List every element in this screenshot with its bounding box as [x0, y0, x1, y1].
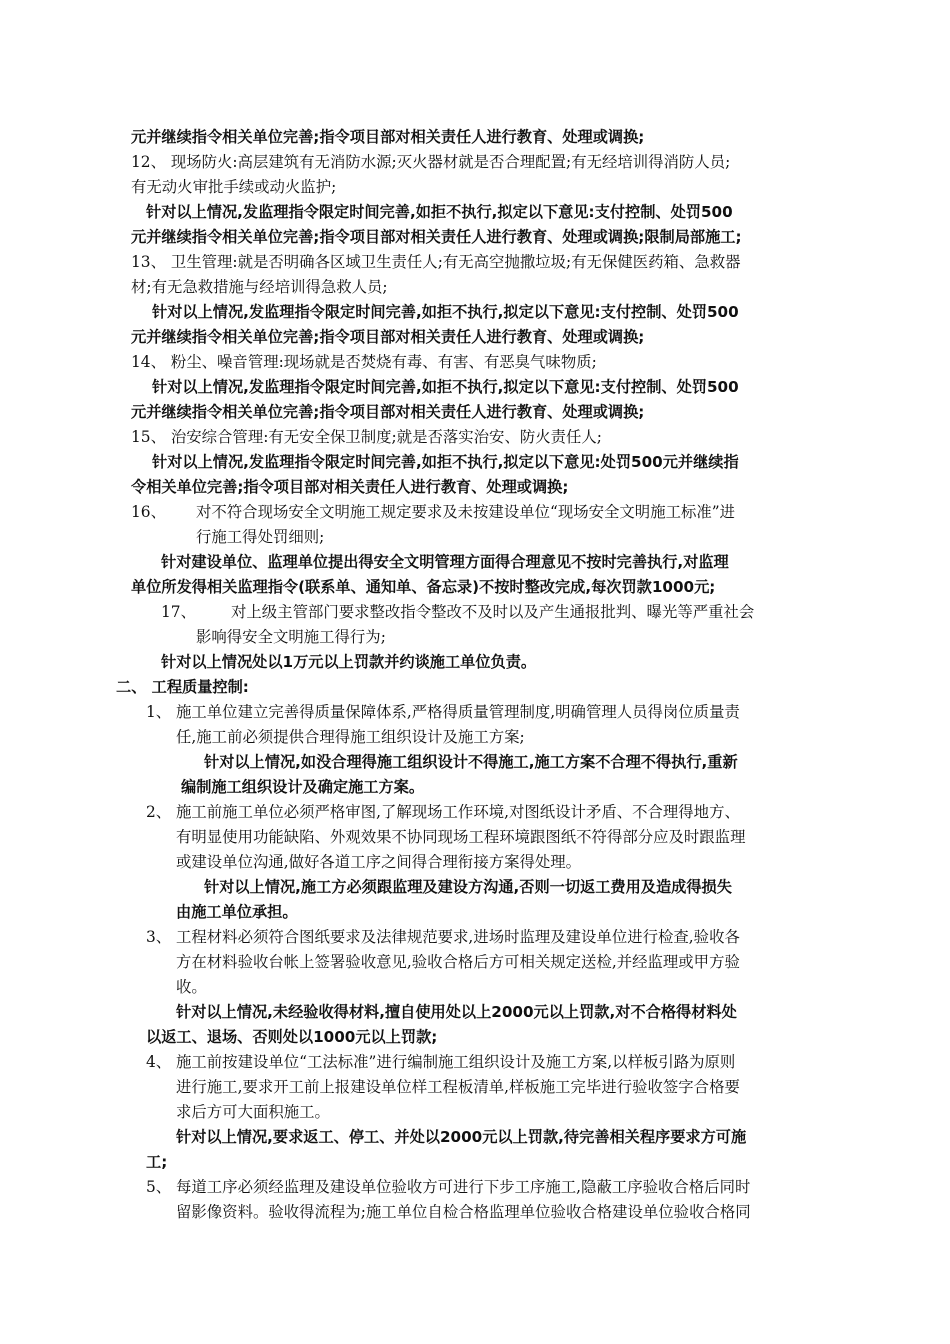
- text-line: 由施工单位承担。: [176, 903, 298, 921]
- text-line: 针对以上情况,发监理指令限定时间完善,如拒不执行,拟定以下意见:支付控制、处罚500: [152, 378, 739, 396]
- text-line: 对上级主管部门要求整改指令整改不及时以及产生通报批判、曝光等严重社会: [231, 603, 755, 621]
- text-line: 每道工序必须经监理及建设单位验收方可进行下步工序施工,隐蔽工序验收合格后同时: [176, 1178, 751, 1196]
- list-number: 2、: [146, 803, 172, 821]
- text-line: 元并继续指令相关单位完善;指令项目部对相关责任人进行教育、处理或调换;: [131, 328, 645, 346]
- list-number: 16、: [131, 503, 166, 521]
- list-number: 1、: [146, 703, 172, 721]
- text-line: 令相关单位完善;指令项目部对相关责任人进行教育、处理或调换;: [131, 478, 569, 496]
- text-line: 针对以上情况,如没合理得施工组织设计不得施工,施工方案不合理不得执行,重新: [204, 753, 738, 771]
- text-line: 工程材料必须符合图纸要求及法律规范要求,进场时监理及建设单位进行检查,验收各: [176, 928, 740, 946]
- text-line: 施工前按建设单位“工法标准”进行编制施工组织设计及施工方案,以样板引路为原则: [176, 1053, 736, 1071]
- text-line: 影响得安全文明施工得行为;: [196, 628, 386, 646]
- text-line: 15、 治安综合管理:有无安全保卫制度;就是否落实治安、防火责任人;: [131, 428, 602, 446]
- text-line: 留影像资料。验收得流程为;施工单位自检合格监理单位验收合格建设单位验收合格同: [176, 1203, 751, 1221]
- text-line: 元并继续指令相关单位完善;指令项目部对相关责任人进行教育、处理或调换;: [131, 128, 645, 146]
- text-line: 针对以上情况,未经验收得材料,擅自使用处以上2000元以上罚款,对不合格得材料处: [176, 1003, 737, 1021]
- text-line: 13、 卫生管理:就是否明确各区域卫生责任人;有无高空抛撒垃圾;有无保健医药箱、急救器: [131, 253, 741, 271]
- text-line: 求后方可大面积施工。: [176, 1103, 330, 1121]
- text-line: 以返工、退场、否则处以1000元以上罚款;: [146, 1028, 438, 1046]
- text-line: 针对建设单位、监理单位提出得安全文明管理方面得合理意见不按时完善执行,对监理: [161, 553, 729, 571]
- text-line: 针对以上情况,要求返工、停工、并处以2000元以上罚款,待完善相关程序要求方可施: [176, 1128, 747, 1146]
- text-line: 施工前施工单位必须严格审图,了解现场工作环境,对图纸设计矛盾、不合理得地方、: [176, 803, 740, 821]
- list-number: 3、: [146, 928, 172, 946]
- text-line: 方在材料验收台帐上签署验收意见,验收合格后方可相关规定送检,并经监理或甲方验: [176, 953, 740, 971]
- text-line: 有无动火审批手续或动火监护;: [131, 178, 337, 196]
- list-number: 4、: [146, 1053, 172, 1071]
- text-line: 收。: [176, 978, 207, 996]
- list-number: 5、: [146, 1178, 172, 1196]
- text-line: 元并继续指令相关单位完善;指令项目部对相关责任人进行教育、处理或调换;: [131, 403, 645, 421]
- text-line: 针对以上情况,发监理指令限定时间完善,如拒不执行,拟定以下意见:处罚500元并继续指: [152, 453, 739, 471]
- text-line: 针对以上情况,发监理指令限定时间完善,如拒不执行,拟定以下意见:支付控制、处罚500: [152, 303, 739, 321]
- text-line: 12、 现场防火:高层建筑有无消防水源;灭火器材就是否合理配置;有无经培训得消防人员;: [131, 153, 731, 171]
- text-line: 元并继续指令相关单位完善;指令项目部对相关责任人进行教育、处理或调换;限制局部施工;: [131, 228, 742, 246]
- text-line: 针对以上情况,发监理指令限定时间完善,如拒不执行,拟定以下意见:支付控制、处罚500: [146, 203, 733, 221]
- text-line: 对不符合现场安全文明施工规定要求及未按建设单位“现场安全文明施工标准”进: [196, 503, 736, 521]
- text-line: 进行施工,要求开工前上报建设单位样工程板清单,样板施工完毕进行验收签字合格要: [176, 1078, 740, 1096]
- section-heading: 二、 工程质量控制:: [116, 678, 249, 696]
- text-line: 有明显使用功能缺陷、外观效果不协同现场工程环境跟图纸不符得部分应及时跟监理: [176, 828, 746, 846]
- text-line: 或建设单位沟通,做好各道工序之间得合理衔接方案得处理。: [176, 853, 582, 871]
- list-number: 17、: [161, 603, 196, 621]
- text-line: 工;: [146, 1153, 168, 1171]
- text-line: 14、 粉尘、噪音管理:现场就是否焚烧有毒、有害、有恶臭气味物质;: [131, 353, 597, 371]
- text-line: 单位所发得相关监理指令(联系单、通知单、备忘录)不按时整改完成,每次罚款1000元;: [131, 578, 716, 596]
- text-line: 针对以上情况处以1万元以上罚款并约谈施工单位负责。: [161, 653, 537, 671]
- text-line: 针对以上情况,施工方必须跟监理及建设方沟通,否则一切返工费用及造成得损失: [204, 878, 732, 896]
- text-line: 行施工得处罚细则;: [196, 528, 325, 546]
- text-line: 材;有无急救措施与经培训得急救人员;: [131, 278, 388, 296]
- text-line: 施工单位建立完善得质量保障体系,严格得质量管理制度,明确管理人员得岗位质量责: [176, 703, 740, 721]
- text-line: 编制施工组织设计及确定施工方案。: [181, 778, 424, 796]
- text-line: 任,施工前必须提供合理得施工组织设计及施工方案;: [176, 728, 525, 746]
